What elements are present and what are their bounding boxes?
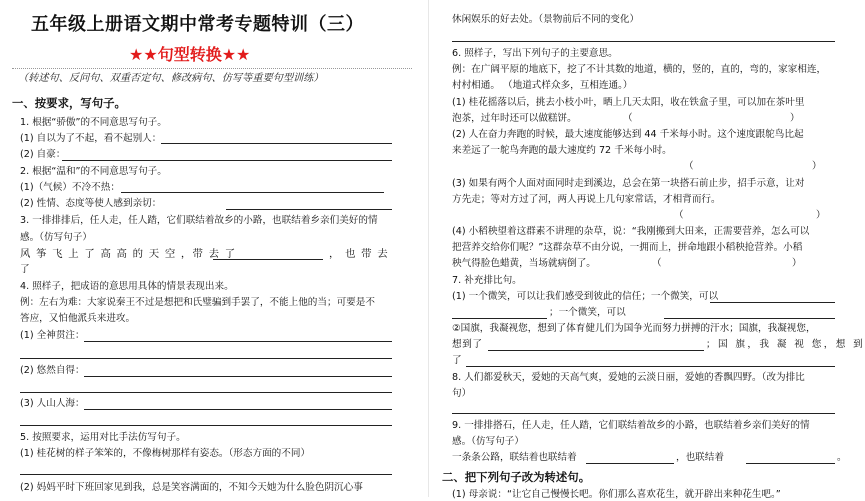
section-heading-1: 一、按要求，写句子。 xyxy=(12,96,126,110)
answer-line[interactable] xyxy=(452,413,835,414)
question-7-item-2-fill-end: ；国 旗，我 凝 视 您，想 到 xyxy=(706,339,865,350)
question-2-item-2: (2) 性情、态度等使人感到亲切： xyxy=(20,198,162,209)
answer-paren-open: （ xyxy=(684,161,694,172)
answer-line[interactable] xyxy=(84,409,392,410)
question-7-item-1-line-1: (1) 一个微笑，可以让我们感受到彼此的信任；一个微笑，可以 xyxy=(452,291,719,302)
answer-line[interactable] xyxy=(20,392,392,393)
question-5-item-1: (1) 桂花树的样子笨笨的，不像梅树那样有姿态。（形态方面的不同） xyxy=(20,448,311,459)
answer-line[interactable] xyxy=(466,366,835,367)
question-4-example-1: 例：左右为难：大家说秦王不过是想把和氏璧骗到手罢了，不能上他的当；可要是不 xyxy=(20,297,375,308)
question-4-item-2: (2) 悠然自得： xyxy=(20,365,85,376)
answer-line[interactable] xyxy=(62,160,392,161)
left-column xyxy=(0,0,420,497)
answer-paren-close: ） xyxy=(790,113,800,124)
column-divider xyxy=(428,0,429,497)
answer-paren-close: ） xyxy=(812,161,822,172)
question-9-fill-middle: ，也联结着 xyxy=(676,452,724,463)
answer-line[interactable] xyxy=(84,341,392,342)
question-6-item-4-line-1: (4) 小稻秧望着这群素不讲理的杂草，说：“我刚搬到大田来，正需要营养，怎么可以 xyxy=(452,226,810,237)
question-4-example-2: 答应，又怕他派兵来进攻。 xyxy=(20,313,136,324)
question-9-fill-end: 。 xyxy=(837,452,847,463)
question-6: 6. 照样子，写出下列句子的主要意思。 xyxy=(452,48,618,59)
question-6-example-1: 例：在广阔平原的地底下，挖了不计其数的地道，横的，竖的，直的，弯的，家家相连， xyxy=(452,64,827,75)
answer-line[interactable] xyxy=(664,318,835,319)
right-column xyxy=(436,0,865,500)
answer-line[interactable] xyxy=(452,318,547,319)
question-6-item-4-line-3: 秧气得脸色蜡黄，当场就病倒了。 xyxy=(452,258,596,269)
answer-line[interactable] xyxy=(488,350,704,351)
section-2-item-1: (1) 母亲说：“让它自己慢慢长吧。你们那么喜欢花生，就开辟出来种花生吧。” xyxy=(452,489,781,500)
question-7-item-2-fill-tail: 了 xyxy=(452,355,462,366)
question-9-line-2: 感。（仿写句子） xyxy=(452,436,524,447)
question-3-fill-end: ， 也 带 去 xyxy=(329,248,389,260)
answer-line[interactable] xyxy=(746,463,835,464)
answer-paren-open: （ xyxy=(674,210,684,221)
question-3-line-1: 3. 一排排排后，任人走，任人踏，它们联结着故乡的小路，也联结着乡亲们美好的情 xyxy=(20,215,378,226)
question-5-item-2: (2) 妈妈平时下班回家见到我，总是笑容满面的，不知今天她为什么脸色阴沉心事 xyxy=(20,482,363,493)
question-1-item-1: (1) 自以为了不起，看不起别人： xyxy=(20,133,162,144)
question-7: 7. 补充排比句。 xyxy=(452,275,522,286)
question-1-item-2: (2) 自豪： xyxy=(20,149,66,160)
topic-list: （转述句、反问句、双重否定句、修改病句、仿写等重要句型训练） xyxy=(18,73,324,84)
question-9-fill-start: 一条条公路，联结着也联结着 xyxy=(452,452,577,463)
question-4: 4. 照样子，把成语的意思用具体的情景表现出来。 xyxy=(20,281,234,292)
question-6-item-3-line-2: 方先走；等对方过了河，两人再说上几句家常话，才相背而行。 xyxy=(452,194,721,205)
question-8-line-2: 句） xyxy=(452,388,472,399)
dotted-divider xyxy=(12,68,412,69)
question-9-line-1: 9. 一排排搭石，任人走，任人踏，它们联结着故乡的小路，也联结着乡亲们美好的情 xyxy=(452,420,810,431)
question-8-line-1: 8. 人们都爱秋天，爱她的天高气爽，爱她的云淡日丽，爱她的香飘四野。（改为排比 xyxy=(452,372,805,383)
question-3-line-2: 感。（仿写句子） xyxy=(20,232,92,243)
answer-line[interactable] xyxy=(121,192,384,193)
question-2-item-1: (1)（气候）不冷不热： xyxy=(20,182,120,193)
answer-line[interactable] xyxy=(213,259,323,260)
answer-line[interactable] xyxy=(20,474,392,475)
answer-line[interactable] xyxy=(161,143,392,144)
question-6-item-4-line-2: 把营养交给你们呢？”这群杂草不由分说，一拥而上，拼命地跟小稻秧抢营养。小稻 xyxy=(452,242,803,253)
question-6-item-1-line-2: 泡茶，过年时还可以做糕饼。 xyxy=(452,113,577,124)
question-6-item-1-line-1: (1) 桂花摇落以后，挑去小枝小叶，晒上几天太阳，收在铁盒子里，可以加在茶叶里 xyxy=(452,97,805,108)
question-6-item-2-line-2: 来差远了一鸵鸟奔跑的最大速度约 72 千米每小时。 xyxy=(452,145,672,156)
question-7-item-2-fill-start: 想到了 xyxy=(452,339,483,350)
question-7-item-2-line-1: ②国旗，我凝视您，想到了体育健儿们为国争光而努力拼搏的汗水；国旗，我凝视您， xyxy=(452,323,816,334)
question-3-fill-tail: 了 xyxy=(20,264,30,275)
answer-line[interactable] xyxy=(586,463,674,464)
question-5-continued: 休闲娱乐的好去处。（景物前后不同的变化） xyxy=(452,14,640,25)
answer-line[interactable] xyxy=(20,358,392,359)
question-4-item-3: (3) 人山人海： xyxy=(20,398,85,409)
section-heading-2: 二、把下列句子改为转述句。 xyxy=(442,470,591,484)
answer-paren-close: ） xyxy=(792,258,802,269)
answer-line[interactable] xyxy=(226,209,392,210)
question-6-item-3-line-1: (3) 如果有两个人面对面同时走到溪边，总会在第一块搭石前止步，招手示意，让对 xyxy=(452,178,805,189)
question-7-item-1-line-2: ；一个微笑，可以 xyxy=(549,307,626,318)
question-2: 2. 根据“温和”的不同意思写句子。 xyxy=(20,166,167,177)
answer-line[interactable] xyxy=(710,302,835,303)
page-title: 五年级上册语文期中常考专题特训（三） xyxy=(31,14,364,35)
question-5: 5. 按照要求，运用对比手法仿写句子。 xyxy=(20,432,186,443)
answer-paren-close: ） xyxy=(816,210,826,221)
answer-line[interactable] xyxy=(84,376,392,377)
question-4-item-1: (1) 全神贯注： xyxy=(20,330,85,341)
question-1: 1. 根据“骄傲”的不同意思写句子。 xyxy=(20,117,167,128)
answer-paren-open: （ xyxy=(623,113,633,124)
question-6-example-2: 村村相通。 （地道式样众多，互相连通。） xyxy=(452,80,633,91)
answer-line[interactable] xyxy=(20,425,392,426)
page-subtitle: ★★句型转换★★ xyxy=(129,45,251,64)
answer-paren-open: （ xyxy=(652,258,662,269)
question-3-fill-start: 风 筝 飞 上 了 高 高 的 天 空 ，带 去 了 xyxy=(20,248,237,260)
answer-line[interactable] xyxy=(452,41,835,42)
question-6-item-2-line-1: (2) 人在奋力奔跑的时候，最大速度能够达到 44 千米每小时。这个速度跟鸵鸟比起 xyxy=(452,129,804,140)
